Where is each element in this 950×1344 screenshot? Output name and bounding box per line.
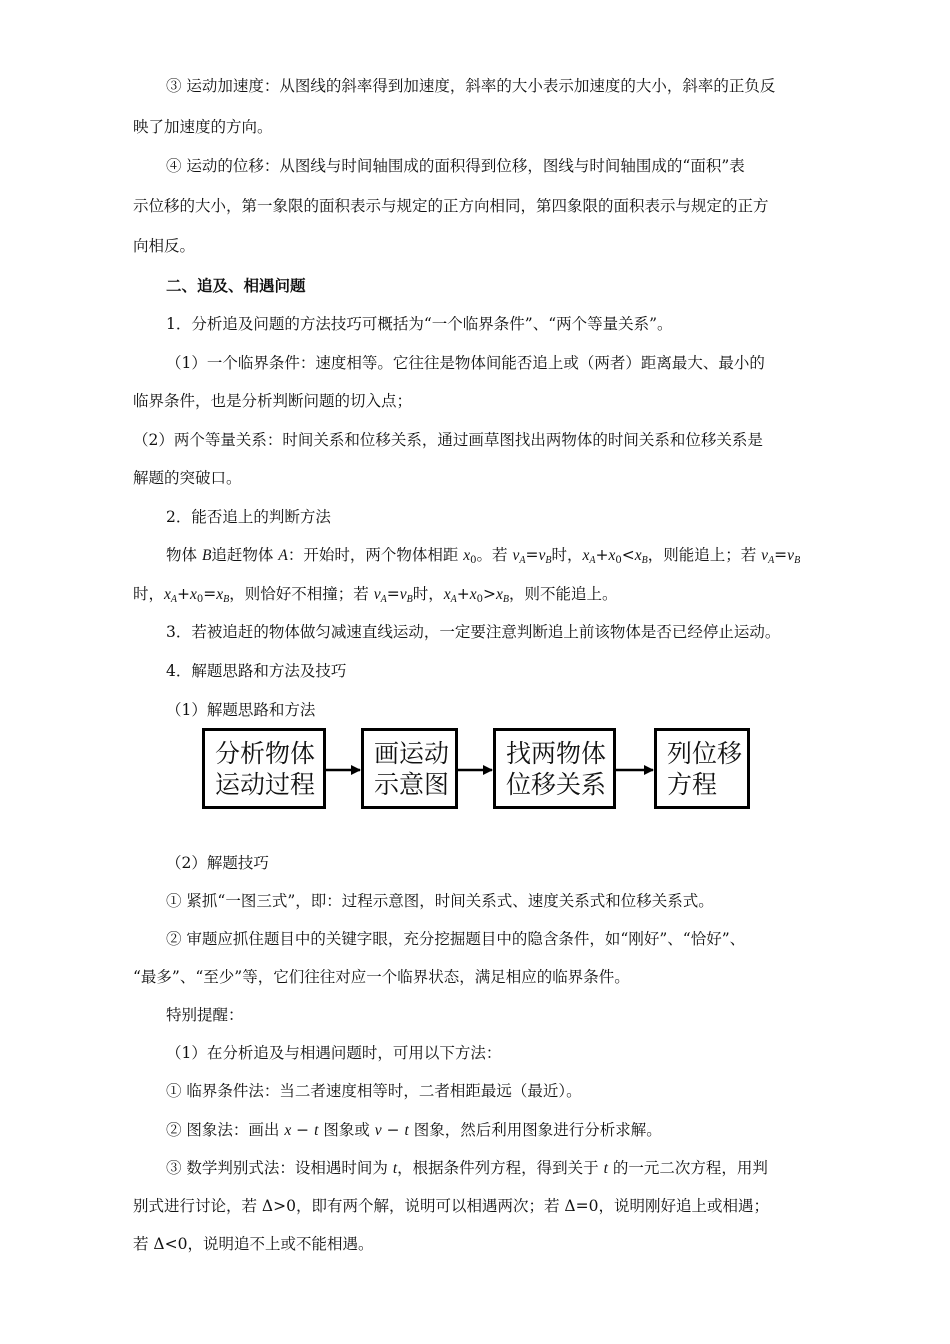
flow-step-analyze	[202, 728, 326, 809]
flow-step-draw	[361, 728, 458, 809]
flow-step-draw-line2: 示意图	[374, 769, 450, 799]
flow-step-draw-line1: 画运动	[374, 738, 450, 768]
flow-step-equation-line1: 列位移	[667, 738, 743, 768]
method-discriminant-line1: ③ 数学判别式法：设相遇时间为 t，根据条件列方程，得到关于 t 的一元二次方程，用判	[166, 1159, 768, 1177]
flow-step-equation	[654, 728, 750, 809]
paragraph-displacement-line3: 向相反。	[133, 237, 196, 255]
tip1: ① 紧抓“一图三式”，即：过程示意图，时间关系式、速度关系式和位移关系式。	[166, 892, 714, 910]
method-graph: ② 图象法：画出 x − t 图象或 v − t 图象，然后利用图象进行分析求解。	[166, 1121, 662, 1139]
flow-step-equation-line2: 方程	[667, 769, 718, 799]
tip2-line2: “最多”、“至少”等，它们往往对应一个临界状态，满足相应的临界条件。	[133, 968, 630, 986]
paragraph-acceleration-line1: ③ 运动加速度：从图线的斜率得到加速度，斜率的大小表示加速度的大小，斜率的正负反	[166, 77, 776, 95]
paragraph-acceleration-line2: 映了加速度的方向。	[133, 118, 273, 136]
flow-step-analyze-line1: 分析物体	[215, 738, 316, 768]
item4-subheading1: （1）解题思路和方法	[166, 701, 316, 719]
method-critical: ① 临界条件法：当二者速度相等时，二者相距最远（最近）。	[166, 1082, 582, 1100]
section-heading: 二、追及、相遇问题	[166, 276, 306, 295]
item1-title: 1．分析追及问题的方法技巧可概括为“一个临界条件”、“两个等量关系”。	[166, 315, 673, 333]
flow-step-find	[493, 728, 616, 809]
reminder-title: 特别提醒：	[166, 1006, 244, 1024]
flow-step-find-line1: 找两物体	[506, 738, 607, 768]
method-discriminant-line2: 别式进行讨论，若 Δ>0，即有两个解，说明可以相遇两次；若 Δ=0，说明刚好追上或相遇；	[133, 1197, 769, 1215]
item4-title: 4．解题思路和方法及技巧	[166, 662, 347, 680]
item1-critical-line2: 临界条件，也是分析判断问题的切入点；	[133, 392, 413, 410]
item2-line2: 时，$x_A+x_0=x_B$，则恰好不相撞；若 $v_A=v_B$时，$x_A+x_0>x_B$，则不能追上。	[133, 585, 618, 605]
method-discriminant-line3: 若 Δ<0，说明追不上或不能相遇。	[133, 1235, 374, 1253]
tip2-line1: ② 审题应抓住题目中的关键字眼，充分挖掘题目中的隐含条件，如“刚好”、“恰好”、	[166, 930, 746, 948]
flow-step-find-line2: 位移关系	[506, 769, 607, 799]
item1-equal-line1: （2）两个等量关系：时间关系和位移关系，通过画草图找出两物体的时间关系和位移关系是	[133, 431, 763, 449]
paragraph-displacement-line1: ④ 运动的位移：从图线与时间轴围成的面积得到位移，图线与时间轴围成的“面积”表	[166, 157, 745, 175]
reminder-subheading: （1）在分析追及与相遇问题时，可用以下方法：	[166, 1044, 502, 1062]
item2-line1: 物体 B追赶物体 A：开始时，两个物体相距 $x_0$。若 $v_A=v_B$时，$x_A+x_0<x_B$，则能追上；若 $v_A=v_B$	[166, 546, 801, 566]
paragraph-displacement-line2: 示位移的大小，第一象限的面积表示与规定的正方向相同，第四象限的面积表示与规定的正方	[133, 197, 769, 215]
item1-critical-line1: （1）一个临界条件：速度相等。它往往是物体间能否追上或（两者）距离最大、最小的	[166, 354, 765, 372]
item4-subheading2: （2）解题技巧	[166, 854, 269, 872]
item2-title: 2．能否追上的判断方法	[166, 508, 331, 526]
flow-step-analyze-line2: 运动过程	[215, 769, 316, 799]
item3-text: 3．若被追赶的物体做匀减速直线运动，一定要注意判断追上前该物体是否已经停止运动。	[166, 623, 781, 641]
item1-equal-line2: 解题的突破口。	[133, 469, 242, 487]
